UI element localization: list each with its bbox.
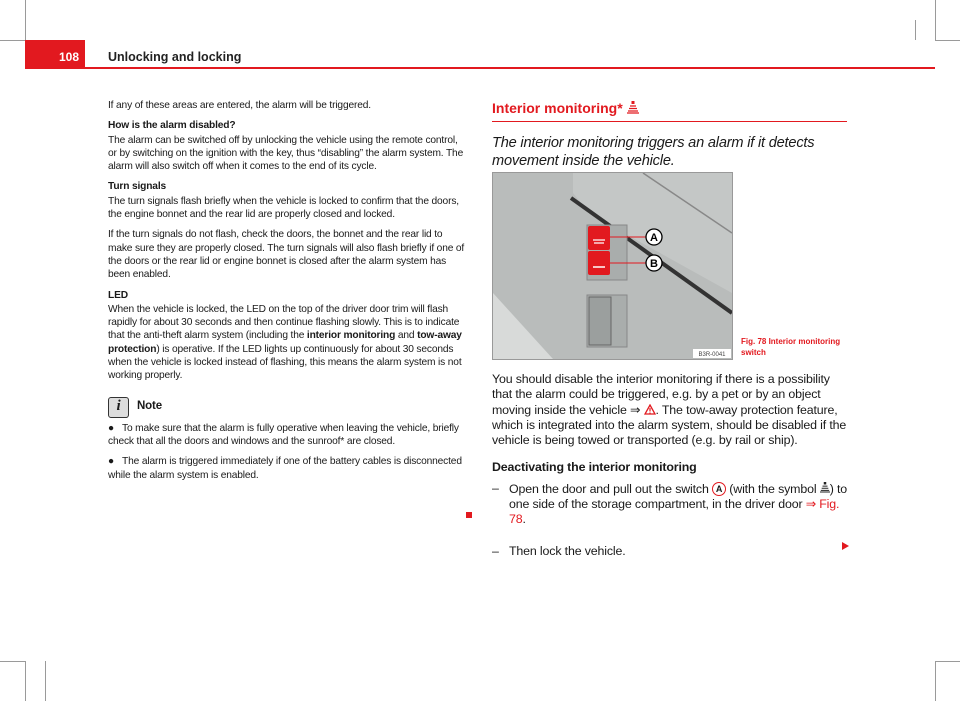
paragraph xyxy=(492,372,852,448)
warning-icon xyxy=(644,404,656,415)
section-title xyxy=(492,100,847,122)
note-bullet: ● To make sure that the alarm is fully operative when leaving the vehicle, briefly check that all the doors and windows and the sunroof* are closed. xyxy=(108,422,459,447)
paragraph: If any of these areas are entered, the alarm will be triggered. xyxy=(108,100,371,111)
step-dash: – xyxy=(492,480,499,495)
crop-mark xyxy=(45,661,46,701)
info-icon: i xyxy=(108,397,129,418)
section-end-mark xyxy=(466,512,472,518)
paragraph: The turn signals flash briefly when the vehicle is locked to confirm that the doors, the engine bonnet and the rear lid are properly closed and locked. xyxy=(108,195,459,221)
step-text xyxy=(509,481,852,528)
crop-mark xyxy=(935,661,936,701)
right-column xyxy=(492,100,852,170)
crop-mark xyxy=(25,661,26,701)
crop-mark xyxy=(935,661,960,662)
subheading: LED xyxy=(108,289,128,301)
bold-text: tow-away protection xyxy=(108,330,462,355)
paragraph: If the turn signals do not flash, check the doors, the bonnet and the rear lid to make sure they are properly closed. The turn signals will also flash briefly if one of the doors or the rear lid or engine bonnet is closed after the alarm system has been enabled. xyxy=(108,229,465,281)
interior-monitoring-icon xyxy=(820,481,830,493)
bold-text: interior monitoring xyxy=(306,330,396,342)
interior-monitoring-icon xyxy=(627,100,639,114)
note-text: To make sure that the alarm is fully operative when leaving the vehicle, briefly check that all the doors and windows and the sunroof* are closed. xyxy=(108,422,459,447)
lead-text: The interior monitoring triggers an alarm if it detects movement inside the vehicle. xyxy=(492,135,815,169)
text: . xyxy=(522,512,526,527)
figure-link[interactable]: ⇒ Fig. 78 xyxy=(509,497,840,527)
subheading: Turn signals xyxy=(108,181,167,193)
text: . The tow-away protection feature, which is integrated into the alarm system, should be disabled if the vehicle is being towed or transported (e.g. by rail or ship). xyxy=(492,402,847,448)
page-number: 108 xyxy=(25,40,85,69)
instruction-step xyxy=(492,544,852,559)
continue-arrow-icon xyxy=(842,542,849,550)
right-body xyxy=(492,372,852,575)
subheading: How is the alarm disabled? xyxy=(108,120,236,132)
instruction-step xyxy=(492,481,852,528)
text: Open the door and pull out the switch xyxy=(509,481,713,496)
text: (with the symbol xyxy=(726,481,820,496)
text: You should disable the interior monitoring if there is a possibility that the alarm could be triggered, e.g. by a pet or by an object moving inside the vehicle ⇒ xyxy=(492,372,830,417)
crop-mark xyxy=(935,0,936,40)
callout-a: A xyxy=(650,232,658,244)
chapter-title: Unlocking and locking xyxy=(108,50,242,64)
paragraph: The alarm can be switched off by unlocking the vehicle using the remote control, or by switching on the ignition with the key, thus “disabling” the alarm system. The alarm will also switch off when it comes to the end of its cycle. xyxy=(108,134,464,173)
door-switch-illustration xyxy=(493,173,732,359)
paragraph xyxy=(108,303,468,383)
text: ) is operative. If the LED lights up continuously for about 30 seconds when the vehicle is locked instead of flashing, this means the alarm system is not working properly. xyxy=(108,343,462,382)
note-header xyxy=(108,397,468,418)
text: ) to one side of the storage compartment, in the driver door xyxy=(509,481,848,512)
crop-mark xyxy=(0,661,25,662)
section-title-text: Interior monitoring* xyxy=(492,100,623,116)
note-title: Note xyxy=(137,400,162,413)
crop-mark xyxy=(25,0,26,40)
crop-mark xyxy=(0,40,25,41)
callout-a-ref: A xyxy=(712,482,726,496)
figure-caption: Fig. 78 Interior monitoring switch xyxy=(741,337,841,357)
figure-interior-monitoring-switch xyxy=(492,172,733,360)
callout-b: B xyxy=(650,258,658,270)
header-rule xyxy=(25,67,935,69)
subheading: Deactivating the interior monitoring xyxy=(492,460,697,475)
step-text: Then lock the vehicle. xyxy=(509,543,626,558)
note-text: The alarm is triggered immediately if one of the battery cables is disconnected while the alarm system is enabled. xyxy=(108,456,462,481)
crop-mark xyxy=(935,40,960,41)
figure-code: B3R-0041 xyxy=(698,352,726,358)
left-column xyxy=(108,99,468,489)
text: When the vehicle is locked, the LED on the top of the driver door trim will flash rapidly for about 30 seconds and then continue flashing slowly. This is to indicate that the anti-theft alarm system (including the xyxy=(108,303,460,342)
text: and xyxy=(395,330,418,342)
step-dash: – xyxy=(492,543,499,558)
note-bullet: ● The alarm is triggered immediately if one of the battery cables is disconnected while the alarm system is enabled. xyxy=(108,456,462,481)
crop-mark xyxy=(915,20,916,40)
